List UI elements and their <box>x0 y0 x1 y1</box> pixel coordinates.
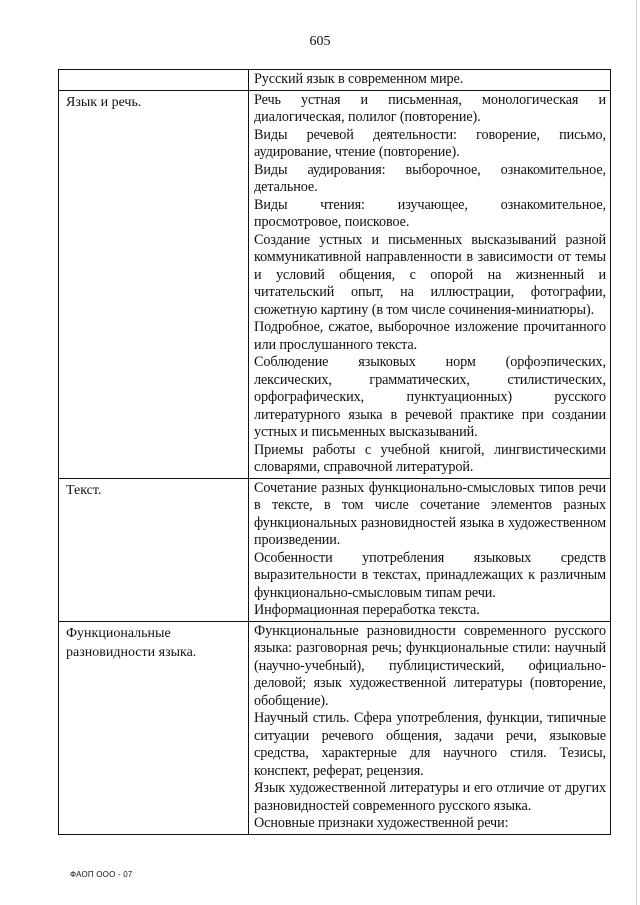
content-paragraph: Основные признаки художественной речи: <box>254 815 509 831</box>
table-row <box>59 90 611 478</box>
topic-title: Функциональные разновидности языка. <box>66 625 197 660</box>
page-number: 605 <box>309 34 331 49</box>
header-topic-text <box>59 70 248 72</box>
table-row <box>59 621 611 834</box>
footer-code: ФАОП ООО - 07 <box>70 870 133 879</box>
content-paragraph: Виды чтения: изучающее, ознакомительное, просмотровое, поисковое. <box>254 196 606 230</box>
content-paragraph: Виды аудирования: выборочное, ознакомительное, детальное. <box>254 161 606 195</box>
content-paragraph: Особенности употребления языковых средств выразительности в текстах, принадлежащих к различным функционально-смысловым типам речи. <box>254 549 606 601</box>
content-cell <box>249 478 611 621</box>
topic-title: Язык и речь. <box>66 94 142 110</box>
header-content-text: Русский язык в современном мире. <box>254 71 464 87</box>
topic-cell <box>59 478 249 621</box>
scan-edge-line <box>636 0 637 905</box>
content-paragraph: Сочетание разных функционально-смысловых типов речи в тексте, в том числе сочетание элементов разных функциональных разновидностей языка в художественном произведении. <box>254 479 606 548</box>
content-cell <box>249 90 611 478</box>
table-header-row <box>59 70 611 91</box>
content-paragraph: Соблюдение языковых норм (орфоэпических, лексических, грамматических, стилистических, орфографических, пунктуационных) русского литературного языка в речевой практике при создании устных и письменных высказываний. <box>254 354 606 440</box>
content-paragraph: Язык художественной литературы и его отличие от других разновидностей современного русского языка. <box>254 780 606 814</box>
topic-cell <box>59 621 249 834</box>
curriculum-table <box>58 69 611 835</box>
content-paragraph: Создание устных и письменных высказываний разной коммуникативной направленности в зависимости от темы и условий общения, с опорой на жизненный и читательский опыт, на иллюстрации, фотографии, сюжетную картину (в том числе сочинения-миниатюры). <box>254 231 606 318</box>
content-paragraph: Речь устная и письменная, монологическая и диалогическая, полилог (повторение). <box>254 91 606 125</box>
content-paragraph: Приемы работы с учебной книгой, лингвистическими словарями, справочной литературой. <box>254 441 606 475</box>
table-row <box>59 478 611 621</box>
content-paragraph: Информационная переработка текста. <box>254 602 480 618</box>
content-paragraph: Подробное, сжатое, выборочное изложение прочитанного или прослушанного текста. <box>254 319 606 353</box>
topic-cell <box>59 90 249 478</box>
topic-title: Текст. <box>66 482 102 498</box>
content-paragraph: Научный стиль. Сфера употребления, функции, типичные ситуации речевого общения, задачи речи, языковые средства, характерные для научного стиля. Тезисы, конспект, реферат, рецензия. <box>254 710 606 779</box>
header-content-cell <box>249 70 611 91</box>
content-cell <box>249 621 611 834</box>
header-topic-cell <box>59 70 249 91</box>
content-paragraph: Функциональные разновидности современного русского языка: разговорная речь; функциональные стили: научный (научно-учебный), публицистический, официально-деловой; язык художественной литературы (повторение, обобщение). <box>254 622 606 709</box>
content-paragraph: Виды речевой деятельности: говорение, письмо, аудирование, чтение (повторение). <box>254 126 606 160</box>
